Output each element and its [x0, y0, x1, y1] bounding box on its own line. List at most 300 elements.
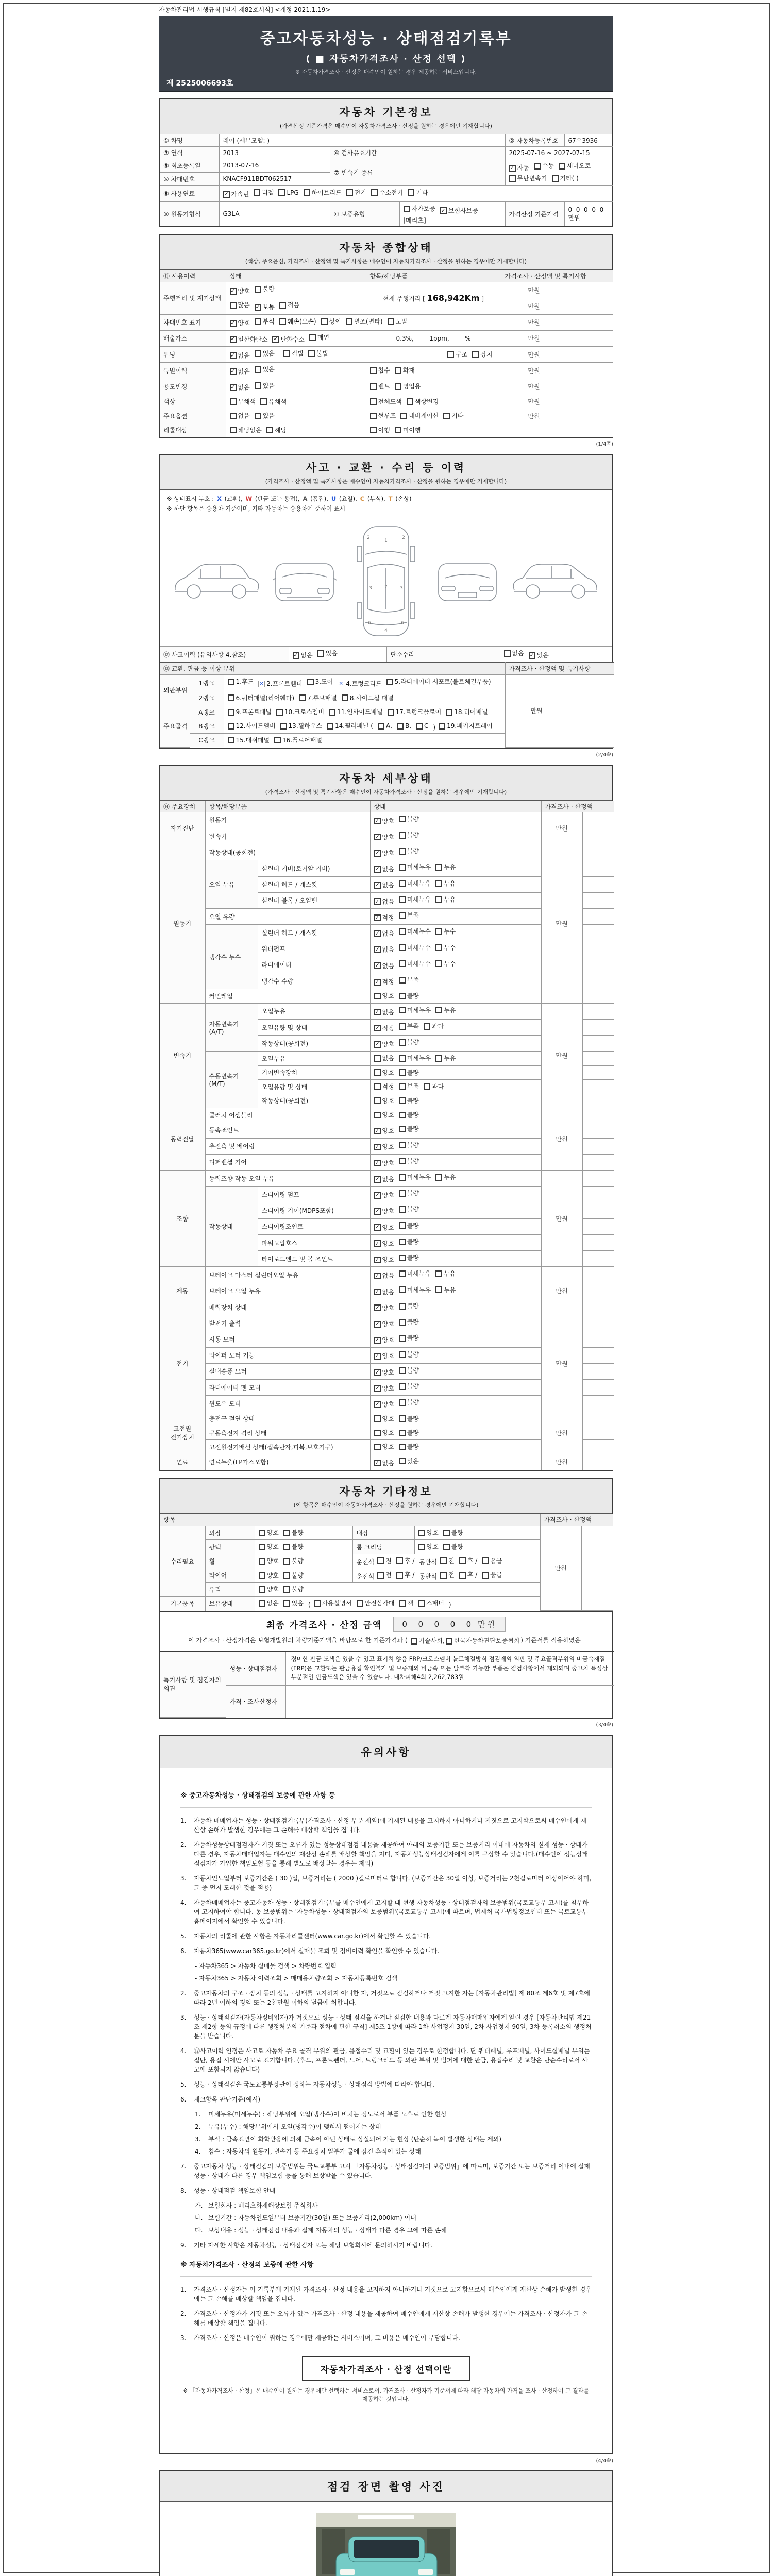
checkbox-불량[interactable]: 불량 [399, 1110, 419, 1120]
checkbox-icon[interactable] [399, 912, 406, 919]
checkbox-icon[interactable] [529, 652, 535, 659]
checkbox-icon[interactable] [418, 1600, 425, 1607]
checkbox-icon[interactable] [374, 914, 381, 921]
checkbox-보험사보증[interactable]: ✓ 보험사보증 [440, 206, 478, 216]
checkbox-LPG[interactable]: LPG [278, 188, 298, 198]
checkbox-불량[interactable]: 불량 [399, 1204, 419, 1214]
checkbox-양호[interactable]: ✓ 양호 [374, 1142, 394, 1152]
checkbox-유채색[interactable]: 유채색 [260, 397, 287, 407]
checkbox-icon[interactable] [424, 1083, 430, 1090]
checkbox-icon[interactable] [399, 1069, 406, 1076]
checkbox-icon[interactable] [459, 1557, 466, 1564]
checkbox-icon[interactable] [396, 1557, 403, 1564]
checkbox-없음[interactable]: ✓ 없음 [374, 880, 394, 890]
checkbox-없음[interactable]: ✓ 없음 [374, 864, 394, 874]
checkbox-양호[interactable]: 양호 [418, 1541, 439, 1552]
checkbox-양호[interactable]: 양호 [259, 1570, 279, 1581]
checkbox-icon[interactable] [329, 709, 335, 716]
checkbox-후 /[interactable]: 후 / [459, 1556, 477, 1566]
checkbox-양호[interactable]: 양호 [374, 1428, 394, 1438]
checkbox-전[interactable]: 전 [440, 1556, 455, 1566]
checkbox-미세누유[interactable]: 미세누유 [399, 862, 431, 872]
checkbox-불량[interactable]: 불량 [399, 1236, 419, 1247]
checkbox-icon[interactable] [399, 1399, 406, 1406]
checkbox-불량[interactable]: 불량 [443, 1541, 463, 1552]
checkbox-5.라디에이터 서포트(볼트체결부품)[interactable]: 5.라디에이터 서포트(볼트체결부품) [386, 676, 491, 687]
checkbox-icon[interactable] [259, 1530, 265, 1536]
checkbox-14.필러패널 ([interactable]: 14.필러패널 ( [327, 721, 373, 731]
checkbox-11.인사이드패널[interactable]: 11.인사이드패널 [329, 707, 383, 717]
checkbox-icon[interactable] [435, 896, 442, 903]
checkbox-icon[interactable] [411, 1638, 417, 1645]
checkbox-썬루프[interactable]: 썬루프 [370, 411, 396, 421]
checkbox-icon[interactable] [374, 1385, 381, 1392]
checkbox-양호[interactable]: 양호 [374, 1110, 394, 1120]
checkbox-하이브리드[interactable]: 하이브리드 [304, 188, 342, 198]
checkbox-icon[interactable] [399, 1126, 406, 1132]
checkbox-장치[interactable]: 장치 [472, 349, 492, 360]
checkbox-양호[interactable]: 양호 [374, 1414, 394, 1424]
checkbox-없음[interactable]: ✓ 없음 [374, 1458, 394, 1468]
checkbox-불법[interactable]: 불법 [308, 348, 328, 359]
checkbox-누유[interactable]: 누유 [435, 1053, 456, 1063]
checkbox-없음[interactable]: ✓ 없음 [230, 350, 250, 361]
checkbox-icon[interactable] [399, 1255, 406, 1261]
checkbox-불량[interactable]: 불량 [399, 1096, 419, 1106]
checkbox-icon[interactable] [228, 737, 234, 743]
checkbox-icon[interactable] [374, 1097, 381, 1104]
checkbox-양호[interactable]: 양호 [259, 1556, 279, 1566]
checkbox-불량[interactable]: 불량 [399, 1397, 419, 1408]
checkbox-icon[interactable] [388, 709, 394, 716]
checkbox-icon[interactable] [435, 1055, 442, 1062]
checkbox-불량[interactable]: 불량 [399, 846, 419, 856]
checkbox-icon[interactable] [395, 383, 401, 390]
checkbox-icon[interactable] [304, 189, 310, 196]
checkbox-icon[interactable] [374, 1055, 381, 1062]
checkbox-불량[interactable]: 불량 [399, 1381, 419, 1392]
checkbox-icon[interactable] [223, 191, 230, 198]
checkbox-icon[interactable] [374, 1192, 381, 1199]
checkbox-icon[interactable] [346, 318, 352, 325]
checkbox-icon[interactable] [314, 1600, 321, 1607]
checkbox-icon[interactable] [374, 1144, 381, 1150]
checkbox-누유[interactable]: 누유 [435, 878, 456, 889]
checkbox-없음[interactable]: ✓ 없음 [230, 382, 250, 393]
checkbox-icon[interactable] [374, 1069, 381, 1076]
checkbox-B,[interactable]: B, [397, 721, 411, 731]
checkbox-icon[interactable] [374, 1401, 381, 1408]
checkbox-해당없음[interactable]: 해당없음 [230, 425, 262, 435]
checkbox-불량[interactable]: 불량 [399, 1037, 419, 1047]
checkbox-미세누유[interactable]: 미세누유 [399, 1053, 431, 1063]
checkbox-무단변속기[interactable]: 무단변속기 [509, 173, 547, 183]
checkbox-icon[interactable] [399, 993, 406, 999]
checkbox-불량[interactable]: 불량 [399, 1221, 419, 1231]
checkbox-훼손(오손)[interactable]: 훼손(오손) [279, 316, 316, 327]
checkbox-불량[interactable]: 불량 [399, 1428, 419, 1438]
checkbox-icon[interactable] [374, 1160, 381, 1166]
checkbox-icon[interactable] [399, 1142, 406, 1148]
checkbox-있음[interactable]: 있음 [399, 1456, 419, 1466]
checkbox-미이행[interactable]: 미이행 [395, 425, 421, 435]
checkbox-없음[interactable]: ✓ 없음 [374, 1287, 394, 1297]
checkbox-icon[interactable] [399, 1286, 406, 1293]
checkbox-icon[interactable] [399, 1007, 406, 1013]
checkbox-icon[interactable] [280, 723, 287, 730]
checkbox-icon[interactable] [274, 737, 281, 743]
checkbox-icon[interactable] [435, 1270, 442, 1277]
checkbox-기타( )[interactable]: 기타( ) [552, 173, 579, 183]
checkbox-누수[interactable]: 누수 [435, 943, 456, 953]
checkbox-누유[interactable]: 누유 [435, 1285, 456, 1295]
checkbox-icon[interactable] [259, 1544, 265, 1550]
checkbox-icon[interactable] [482, 1557, 489, 1564]
checkbox-icon[interactable] [440, 207, 447, 214]
checkbox-icon[interactable] [443, 1544, 450, 1550]
checkbox-미세누유[interactable]: 미세누유 [399, 1285, 431, 1295]
checkbox-적정[interactable]: 적정 [374, 1081, 394, 1092]
checkbox-icon[interactable] [370, 413, 377, 419]
checkbox-있음[interactable]: 있음 [283, 1598, 304, 1608]
checkbox-매연[interactable]: 매연 [309, 332, 329, 343]
checkbox-icon[interactable] [342, 694, 348, 701]
checkbox-부족[interactable]: 부족 [399, 910, 419, 921]
checkbox-양호[interactable]: 양호 [259, 1541, 279, 1552]
checkbox-icon[interactable] [374, 979, 381, 986]
checkbox-불량[interactable]: 불량 [283, 1570, 304, 1581]
checkbox-양호[interactable]: 양호 [374, 1067, 394, 1078]
checkbox-후 /[interactable]: 후 / [396, 1570, 414, 1580]
checkbox-icon[interactable] [399, 1415, 406, 1422]
checkbox-양호[interactable]: ✓ 양호 [374, 1383, 394, 1394]
checkbox-불량[interactable]: 불량 [283, 1528, 304, 1538]
checkbox-icon[interactable] [307, 679, 314, 685]
checkbox-icon[interactable] [374, 1176, 381, 1183]
checkbox-icon[interactable] [255, 413, 261, 419]
checkbox-화재[interactable]: 화재 [395, 365, 415, 376]
checkbox-icon[interactable] [370, 367, 377, 374]
checkbox-icon[interactable] [435, 928, 442, 935]
checkbox-없음[interactable]: ✓ 없음 [374, 1174, 394, 1184]
checkbox-icon[interactable] [399, 1222, 406, 1229]
checkbox-icon[interactable] [338, 681, 344, 687]
checkbox-탄화수소[interactable]: ✓ 탄화수소 [272, 334, 304, 345]
checkbox-미세누수[interactable]: 미세누수 [399, 926, 431, 937]
checkbox-icon[interactable] [447, 351, 454, 358]
checkbox-사용설명서[interactable]: 사용설명서 [314, 1598, 352, 1608]
checkbox-icon[interactable] [283, 1600, 290, 1607]
checkbox-icon[interactable] [399, 1097, 406, 1104]
checkbox-icon[interactable] [435, 960, 442, 967]
checkbox-icon[interactable] [283, 1586, 290, 1593]
checkbox-세미오토[interactable]: 세미오토 [559, 161, 591, 171]
checkbox-A,[interactable]: A, [378, 721, 392, 731]
checkbox-icon[interactable] [228, 679, 234, 685]
checkbox-수동[interactable]: 수동 [534, 161, 554, 171]
checkbox-없음[interactable]: 없음 [374, 1053, 394, 1063]
checkbox-icon[interactable] [230, 288, 237, 295]
checkbox-불량[interactable]: 불량 [399, 1414, 419, 1424]
checkbox-C[interactable]: C [416, 721, 428, 731]
checkbox-전[interactable]: 전 [377, 1556, 392, 1566]
checkbox-불량[interactable]: 불량 [399, 1188, 419, 1198]
checkbox-icon[interactable] [374, 818, 381, 824]
checkbox-icon[interactable] [374, 1321, 381, 1328]
checkbox-불량[interactable]: 불량 [399, 1442, 419, 1452]
checkbox-10.크로스멤버[interactable]: 10.크로스멤버 [276, 707, 324, 717]
checkbox-누유[interactable]: 누유 [435, 894, 456, 905]
checkbox-미세누수[interactable]: 미세누수 [399, 959, 431, 969]
checkbox-icon[interactable] [399, 1367, 406, 1374]
checkbox-icon[interactable] [374, 1369, 381, 1376]
checkbox-양호[interactable]: ✓ 양호 [374, 1223, 394, 1233]
checkbox-icon[interactable] [399, 977, 406, 984]
checkbox-불량[interactable]: 불량 [399, 1349, 419, 1360]
checkbox-icon[interactable] [374, 1240, 381, 1247]
checkbox-icon[interactable] [374, 1353, 381, 1360]
checkbox-icon[interactable] [399, 1270, 406, 1277]
checkbox-응급[interactable]: 응급 [482, 1556, 502, 1566]
checkbox-양호[interactable]: 양호 [259, 1584, 279, 1595]
checkbox-불량[interactable]: 불량 [399, 1124, 419, 1134]
checkbox-icon[interactable] [407, 398, 413, 405]
checkbox-양호[interactable]: ✓ 양호 [374, 1335, 394, 1345]
checkbox-없음[interactable]: 없음 [259, 1598, 279, 1608]
checkbox-icon[interactable] [308, 350, 315, 357]
checkbox-일산화탄소[interactable]: ✓ 일산화탄소 [230, 334, 268, 345]
checkbox-네비게이션[interactable]: 네비게이션 [400, 411, 439, 421]
checkbox-icon[interactable] [399, 832, 406, 839]
checkbox-icon[interactable] [404, 206, 410, 212]
checkbox-icon[interactable] [395, 367, 401, 374]
checkbox-양호[interactable]: ✓ 양호 [374, 1351, 394, 1361]
checkbox-6.쿼터패널(리어휀다)[interactable]: 6.쿼터패널(리어휀다) [228, 693, 295, 703]
checkbox-icon[interactable] [230, 413, 237, 419]
checkbox-icon[interactable] [272, 336, 279, 343]
checkbox-icon[interactable] [283, 1572, 290, 1579]
checkbox-2.프론트휀더[interactable]: ✕ 2.프론트휀더 [258, 679, 302, 689]
checkbox-icon[interactable] [374, 1128, 381, 1134]
checkbox-icon[interactable] [230, 368, 237, 375]
checkbox-불량[interactable]: 불량 [399, 1252, 419, 1263]
checkbox-icon[interactable] [374, 1025, 381, 1031]
checkbox-구조[interactable]: 구조 [447, 349, 467, 360]
checkbox-icon[interactable] [408, 189, 414, 196]
checkbox-없음[interactable]: ✓ 없음 [293, 650, 313, 660]
checkbox-icon[interactable] [396, 1572, 403, 1579]
checkbox-미세누수[interactable]: 미세누수 [399, 943, 431, 953]
checkbox-icon[interactable] [259, 1572, 265, 1579]
checkbox-icon[interactable] [399, 880, 406, 887]
checkbox-icon[interactable] [283, 1530, 290, 1536]
checkbox-icon[interactable] [399, 1444, 406, 1450]
checkbox-icon[interactable] [440, 1557, 447, 1564]
checkbox-전기[interactable]: 전기 [346, 188, 366, 198]
checkbox-3.도어[interactable]: 3.도어 [307, 676, 333, 687]
checkbox-불량[interactable]: 불량 [443, 1528, 463, 1538]
checkbox-불량[interactable]: 불량 [399, 1156, 419, 1166]
checkbox-icon[interactable] [446, 1638, 452, 1645]
checkbox-적법[interactable]: 적법 [283, 348, 304, 359]
checkbox-icon[interactable] [230, 398, 237, 405]
checkbox-icon[interactable] [228, 694, 234, 701]
checkbox-양호[interactable]: ✓ 양호 [374, 1399, 394, 1410]
checkbox-icon[interactable] [371, 189, 378, 196]
checkbox-icon[interactable] [230, 384, 237, 391]
checkbox-양호[interactable]: 양호 [374, 1096, 394, 1106]
checkbox-디젤[interactable]: 디젤 [254, 188, 274, 198]
checkbox-icon[interactable] [278, 189, 285, 196]
checkbox-icon[interactable] [255, 350, 261, 357]
checkbox-양호[interactable]: 양호 [374, 991, 394, 1001]
checkbox-icon[interactable] [374, 1415, 381, 1422]
checkbox-icon[interactable] [374, 834, 381, 840]
checkbox-16.플로어패널[interactable]: 16.플로어패널 [274, 735, 322, 745]
checkbox-전체도색[interactable]: 전체도색 [370, 397, 402, 407]
checkbox-한국자동차진단보증협회[interactable]: 한국자동차진단보증협회 [446, 1636, 520, 1646]
checkbox-누유[interactable]: 누유 [435, 1005, 456, 1015]
checkbox-부족[interactable]: 부족 [399, 975, 419, 985]
checkbox-icon[interactable] [399, 1351, 406, 1358]
checkbox-양호[interactable]: 양호 [418, 1528, 439, 1538]
checkbox-icon[interactable] [399, 944, 406, 951]
checkbox-응급[interactable]: 응급 [482, 1570, 502, 1580]
checkbox-icon[interactable] [374, 930, 381, 937]
checkbox-icon[interactable] [395, 427, 401, 433]
checkbox-icon[interactable] [279, 302, 286, 309]
checkbox-양호[interactable]: 양호 [374, 1442, 394, 1452]
checkbox-icon[interactable] [276, 709, 283, 716]
checkbox-icon[interactable] [472, 351, 479, 358]
checkbox-icon[interactable] [258, 681, 265, 687]
checkbox-icon[interactable] [399, 928, 406, 935]
checkbox-없음[interactable]: ✓ 없음 [374, 1270, 394, 1281]
checkbox-icon[interactable] [374, 882, 381, 889]
checkbox-양호[interactable]: ✓ 양호 [374, 848, 394, 858]
checkbox-불량[interactable]: 불량 [255, 284, 275, 294]
checkbox-icon[interactable] [230, 336, 237, 343]
checkbox-icon[interactable] [374, 1083, 381, 1090]
checkbox-누수[interactable]: 누수 [435, 926, 456, 937]
checkbox-icon[interactable] [370, 383, 377, 390]
checkbox-icon[interactable] [228, 723, 234, 730]
checkbox-icon[interactable] [435, 1286, 442, 1293]
checkbox-9.프론트패널[interactable]: 9.프론트패널 [228, 707, 272, 717]
checkbox-불량[interactable]: 불량 [399, 1365, 419, 1376]
checkbox-icon[interactable] [259, 1600, 265, 1607]
checkbox-양호[interactable]: ✓ 양호 [374, 832, 394, 842]
checkbox-icon[interactable] [254, 189, 260, 196]
checkbox-icon[interactable] [399, 1335, 406, 1342]
checkbox-icon[interactable] [309, 334, 316, 341]
checkbox-icon[interactable] [439, 723, 445, 730]
checkbox-전[interactable]: 전 [377, 1570, 392, 1580]
checkbox-없음[interactable]: ✓ 없음 [374, 1007, 394, 1018]
checkbox-없음[interactable]: 없음 [230, 411, 250, 421]
checkbox-있음[interactable]: 있음 [255, 364, 275, 375]
checkbox-icon[interactable] [399, 1383, 406, 1390]
checkbox-양호[interactable]: ✓ 양호 [374, 1367, 394, 1378]
checkbox-없음[interactable]: ✓ 없음 [374, 928, 394, 939]
checkbox-icon[interactable] [346, 189, 353, 196]
checkbox-icon[interactable] [435, 1007, 442, 1013]
checkbox-icon[interactable] [399, 960, 406, 967]
checkbox-보통[interactable]: ✓ 보통 [255, 302, 275, 312]
checkbox-icon[interactable] [317, 650, 324, 657]
checkbox-양호[interactable]: ✓ 양호 [374, 1190, 394, 1200]
checkbox-미세누유[interactable]: 미세누유 [399, 894, 431, 905]
checkbox-icon[interactable] [435, 1174, 442, 1181]
checkbox-가솔린[interactable]: ✓ 가솔린 [223, 189, 249, 199]
checkbox-18.리어패널[interactable]: 18.리어패널 [446, 707, 488, 717]
checkbox-icon[interactable] [399, 1239, 406, 1245]
checkbox-icon[interactable] [399, 1319, 406, 1326]
checkbox-부식[interactable]: 부식 [255, 316, 275, 327]
checkbox-후 /[interactable]: 후 / [459, 1570, 477, 1580]
checkbox-icon[interactable] [321, 318, 328, 325]
checkbox-미세누유[interactable]: 미세누유 [399, 1172, 431, 1182]
checkbox-icon[interactable] [283, 350, 290, 357]
checkbox-양호[interactable]: ✓ 양호 [230, 318, 250, 328]
checkbox-양호[interactable]: ✓ 양호 [374, 1158, 394, 1168]
checkbox-icon[interactable] [399, 1158, 406, 1164]
checkbox-기타[interactable]: 기타 [443, 411, 463, 421]
checkbox-없음[interactable]: 없음 [504, 648, 524, 658]
checkbox-8.사이드실 패널[interactable]: 8.사이드실 패널 [342, 693, 394, 703]
checkbox-icon[interactable] [374, 946, 381, 953]
checkbox-많음[interactable]: 많음 [230, 300, 250, 310]
checkbox-icon[interactable] [399, 1600, 406, 1607]
checkbox-icon[interactable] [374, 962, 381, 969]
checkbox-불량[interactable]: 불량 [399, 830, 419, 840]
checkbox-icon[interactable] [327, 723, 333, 730]
checkbox-부족[interactable]: 부족 [399, 1081, 419, 1092]
checkbox-양호[interactable]: ✓ 양호 [374, 1303, 394, 1313]
checkbox-없음[interactable]: ✓ 없음 [374, 944, 394, 955]
checkbox-icon[interactable] [399, 1206, 406, 1213]
checkbox-icon[interactable] [374, 1009, 381, 1015]
checkbox-해당[interactable]: 해당 [266, 425, 287, 435]
checkbox-icon[interactable] [374, 1112, 381, 1118]
checkbox-icon[interactable] [255, 304, 261, 311]
checkbox-불량[interactable]: 불량 [399, 1140, 419, 1150]
checkbox-1.후드[interactable]: 1.후드 [228, 676, 254, 687]
checkbox-icon[interactable] [230, 427, 237, 433]
checkbox-미세누유[interactable]: 미세누유 [399, 1005, 431, 1015]
checkbox-icon[interactable] [397, 723, 404, 730]
checkbox-icon[interactable] [228, 709, 234, 716]
checkbox-icon[interactable] [399, 896, 406, 903]
checkbox-icon[interactable] [374, 850, 381, 857]
checkbox-자동[interactable]: ✓ 자동 [509, 163, 529, 173]
checkbox-icon[interactable] [279, 318, 286, 325]
checkbox-icon[interactable] [374, 1430, 381, 1436]
checkbox-4.트렁크리드[interactable]: ✕ 4.트렁크리드 [338, 679, 381, 689]
checkbox-렌트[interactable]: 렌트 [370, 381, 390, 392]
checkbox-불량[interactable]: 불량 [399, 991, 419, 1001]
checkbox-과다[interactable]: 과다 [424, 1081, 444, 1092]
checkbox-icon[interactable] [283, 1544, 290, 1550]
checkbox-이행[interactable]: 이행 [370, 425, 390, 435]
checkbox-양호[interactable]: ✓ 양호 [230, 286, 250, 296]
checkbox-icon[interactable] [399, 1023, 406, 1030]
checkbox-없음[interactable]: ✓ 없음 [374, 896, 394, 907]
checkbox-icon[interactable] [374, 1444, 381, 1450]
checkbox-icon[interactable] [374, 1337, 381, 1344]
checkbox-수소전기[interactable]: 수소전기 [371, 188, 403, 198]
checkbox-불량[interactable]: 불량 [399, 1301, 419, 1311]
